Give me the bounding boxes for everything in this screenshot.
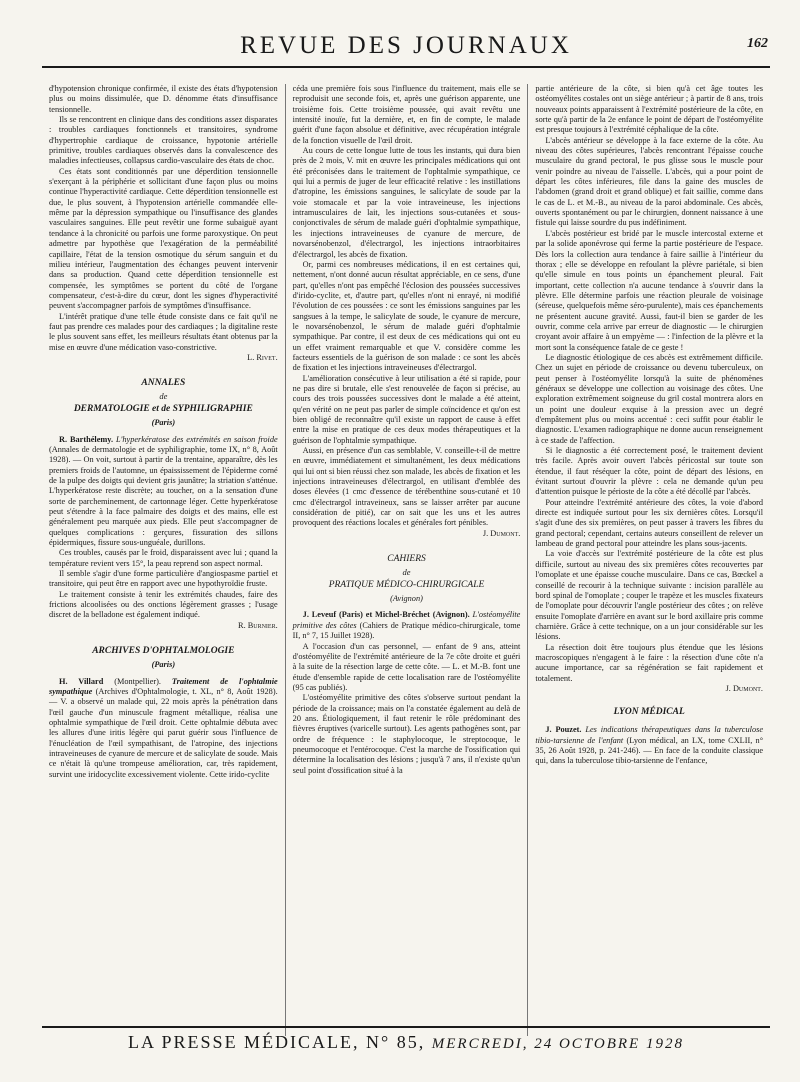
paragraph: L'intérêt pratique d'une telle étude consiste dans ce fait qu'il ne faut pas prendre ces malades pour des cardiaques ; la digitaline reste le plus souvent sans effet, les meilleurs résultats étant obtenus par la mise en œuvre d'une médication vaso-constrictive.	[49, 311, 278, 352]
paragraph: Ces troubles, causés par le froid, disparaissent avec lui ; quand la température revient vers 15°, la peau reprend son aspect normal.	[49, 548, 278, 568]
signature: R. Burnier.	[238, 620, 278, 630]
page-header	[42, 30, 770, 68]
article-pouzet	[535, 725, 763, 766]
column-3	[527, 84, 770, 1036]
section-heading-lyon	[535, 706, 763, 719]
section-connector: de	[402, 567, 411, 578]
section-heading-archives	[49, 645, 278, 658]
paragraph: Pour atteindre l'extrémité antérieure des côtes, la voie d'abord directe est indiquée surtout pour les six dernières côtes. Lorsqu'il s'agit d'une des six premières, on peut passer à travers les fibres du grand pectoral; cependant, certains auteurs conseillent de relever un lambeau de grand pectoral pour atteindre les plans sous-jacents.	[535, 497, 764, 549]
footer-journal: LA PRESSE MÉDICALE, N° 85,	[128, 1032, 426, 1052]
paragraph: L'abcès postérieur est bridé par le muscle intercostal externe et par la solide aponévrose qui ferme la partie postérieure de l'espace. Dès lors la collection aura tendance à faire saillie à l'intérieur du thorax ; elle se développe en refoulant la plèvre pariétale, si bien qu'elle simule en tous points un épanchement pleural. Fait important, cette collection n'a aucune tendance à s'ouvrir dans la plèvre. Elle détermine parfois une réaction pleurale de voisinage (séreuse, quelquefois même séro-purulente), mais ces épanchements ne présentent aucune gravité. Aussi, faut-il bien se garder de les ouvrir, comme cela arrive par erreur de diagnostic — le chirurgien croyant avoir affaire à un empyème — : l'infection de la plèvre et la mort sont la conséquence fatale de ce geste !	[535, 228, 764, 352]
paragraph: Il semble s'agir d'une forme particulière d'angiospasme partiel et transitoire, qui peut être en rapport avec une hypothyroïdie fruste.	[49, 569, 278, 589]
section-heading-cahiers	[293, 553, 521, 592]
article-body: (Lyon médical, an LX, tome CXLII, n° 35, 26 Août 1928, p. 241-246). — En face de la conduite classique qui, dans la tuberculose tibio-tarsienne de l'enfance,	[535, 735, 764, 766]
paragraph: La résection doit être toujours plus étendue que les lésions macroscopiques n'engagent à le faire : la résection d'une côte n'a aucune importance, car sa régénération se fait rapidement et totalement.	[535, 642, 764, 683]
paragraph: Ces états sont conditionnés par une déperdition tensionnelle s'exerçant à la périphérie et sollicitant d'une façon plus ou moins continue l'hyperactivité cardiaque. Cette déperdition tensionnelle est due, le plus souvent, à l'hypotension artérielle commandée elle-même par la dépression sympathique ou l'insuffisance des glandes vasculaires sanguines. Elle peut revêtir une forme subaiguë ayant tendance à la chronicité ou parfois une forme paroxystique. On peut admettre par hypothèse que l'exagération de la perméabilité capillaire, l'état de la tension osmotique du sérum sanguin et du milieu intérieur, l'augmentation des échanges peuvent intervenir dans sa production. Quand cette déperdition tensionnelle est compensée, les symptômes se portent du côté de l'organe compensateur, c'est-à-dire du cœur, dont les signes d'hyperactivité peuvent s'accompagner parfois de symptômes d'insuffisance.	[49, 166, 278, 311]
paragraph: Au cours de cette longue lutte de tous les instants, qui dura bien près de 2 mois, V. mit en œuvre les principales médications qui ont été préconisées dans le traitement de l'ophtalmie sympathique, ce qui lui a permis de juger de leur efficacité relative : les instillations d'atropine, les émissions sanguines, le salicylate de soude par la voie stomacale et par la voie intraveineuse, les injections intramusculaires de lait, les injections sous-cutanées et sous-conjonctivales de sérum de malade guéri d'ophtalmie sympathique, les injections intraveineuses de cyanure de mercure, de novarsénobenzol, d'électrargol, les injections intraorbitaires d'électrargol, les abcès de fixation.	[292, 146, 521, 259]
paragraph: Le diagnostic étiologique de ces abcès est extrêmement difficile. Chez un sujet en période de croissance ou devenu tuberculeux, on peut penser à l'ostéomyélite lorsqu'à la suite de phénomènes généraux se développe une collection au voisinage des côtes. Une exploration extrêmement soigneuse du gril costal montrera alors en un point une douleur exquise à la pression avec un degré d'empâtement plus ou moins accentué : ceci suffit pour établir le diagnostic. L'examen radiographique ne donne aucun renseignement à ce stade de l'affection.	[535, 352, 764, 445]
article-title: Les indications thérapeutiques dans la tuberculose tibio-tarsienne de l'enfant	[535, 725, 764, 745]
running-title: REVUE DES JOURNAUX	[240, 32, 572, 59]
signature: L. Rivet.	[247, 352, 278, 362]
article-body: (Cahiers de Pratique médico-chirurgicale, tome II, n° 7, 15 Juillet 1928).	[292, 620, 521, 641]
section-place: (Paris)	[151, 660, 176, 670]
text-columns	[42, 84, 770, 1036]
signature: J. Dumont.	[725, 683, 764, 693]
section-place: (Avignon)	[390, 594, 423, 604]
section-title: ANNALES	[141, 378, 186, 389]
column-2	[285, 84, 528, 1036]
article-leveuf	[293, 610, 521, 641]
footer-date: MERCREDI, 24 OCTOBRE 1928	[431, 1036, 684, 1052]
section-connector: de	[159, 391, 168, 402]
article-barthelemy	[49, 435, 278, 549]
page-number: 162	[747, 36, 768, 51]
article-author: J. Leveuf (Paris) et Michel-Bréchet (Avignon).	[302, 610, 470, 620]
section-subtitle: DERMATOLOGIE et de SYPHILIGRAPHIE	[73, 404, 253, 415]
signature: J. Dumont.	[482, 528, 521, 538]
paragraph: Si le diagnostic a été correctement posé, le traitement devient très facile. Après avoir ouvert l'abcès péricostal sur toute son étendue, il faut réséquer la côte, point de départ des lésions, en évitant surtout d'ouvrir la plèvre : cela ne demande qu'un peu d'attention puisque le périoste de la côte a été décollé par l'abcès.	[535, 446, 764, 497]
paragraph: Le traitement consiste à tenir les extrémités chaudes, faire des frictions alcoolisées ou des onctions légèrement grasses ; l'usage discret de la belladone est également indiqué.	[49, 589, 278, 620]
paragraph: Aussi, en présence d'un cas semblable, V. conseille-t-il de mettre en œuvre, immédiatement et simultanément, les deux médications qui lui ont si bien réussi chez son malade, les abcès de fixation et les injections intraveineuses d'électrargol, en utilisant d'emblée des doses élevées (1 cmc d'essence de térébenthine sous-cutané et 10 cmc d'électrargol intraveineux, sans se laisser arrêter par aucune considération de pitié), car on sait que les uns et les autres provoquent des réactions locales et générales fort pénibles.	[292, 446, 521, 528]
paragraph: L'abcès antérieur se développe à la face externe de la côte. Au niveau des côtes supérieures, l'abcès rencontrant l'épaisse couche musculaire du grand pectoral, le pus glisse sous le muscle pour venir poindre au niveau de l'aisselle. L'abcès, qui a pour point de départ les côtes inférieures, file dans la gaine des muscles de l'abdomen (grand droit et grand oblique) et fait saillie, comme dans le cas de L. et M.-B., au niveau de la paroi abdominale. Ces abcès, ouverts spontanément ou par le chirurgien, donnent naissance à une fistule qui laisse sourdre du pus indéfiniment.	[535, 135, 764, 228]
paragraph: Ils se rencontrent en clinique dans des conditions assez disparates : troubles cardiaques fonctionnels et transitoires, syndrome d'hypertrophie cardiaque de croissance, hypotonie artérielle primitive, troubles cardiaques observés dans la convalescence des maladies infectieuses, collapsus cardio-vasculaire des états de choc.	[49, 115, 278, 166]
section-title: CAHIERS	[387, 554, 426, 565]
article-author: H. Villard	[59, 676, 104, 686]
section-title: LYON MÉDICAL	[613, 707, 685, 718]
article-location: (Montpellier).	[114, 676, 161, 686]
section-subtitle: PRATIQUE MÉDICO-CHIRURGICALE	[328, 580, 485, 591]
paragraph: partie antérieure de la côte, si bien qu'à cet âge toutes les ostéomyélites costales ont un siège antérieur ; à partir de 8 ans, trois nouveaux points apparaissent à l'extrémité postérieure de la côte, en sorte qu'à partir de la 2e enfance le point de départ de l'ostéomyélite est presque toujours à l'extrémité céphalique de la côte.	[535, 84, 764, 135]
paragraph: L'ostéomyélite primitive des côtes s'observe surtout pendant la période de la croissance; mais on l'a constatée également au delà de 20 ans. Étiologiquement, il faut retenir le rôle prédominant des fièvres éruptives (varicelle surtout). Les agents pathogènes sont, par ordre de fréquence : le staphylocoque, le streptocoque, le pneumocoque et l'entérocoque. C'est la marche de l'ossification qui détermine la localisation des lésions ; jusqu'à 7 ans, il n'existe qu'un seul point d'ossification situé à la	[292, 693, 521, 775]
article-author: J. Pouzet.	[545, 725, 582, 735]
article-body: (Archives d'Ophtalmologie, t. XL, n° 8, Août 1928). — V. a observé un malade qui, 22 mois après la pénétration dans l'œil gauche d'un minuscule fragment métallique, réalisa une ophtalmie sympathique de l'œil droit. Cette ophtalmie débuta avec les allures d'une iritis légère qui parut guérir sous l'influence de l'énucléation de l'œil sympathisant, de l'atropine, des injections intraveineuses de cyanure de mercure et de salicylate de soude. Mais ce n'était là qu'une trompeuse amélioration, car, très rapidement, survint une iridocyclite excessivement violente. Cette irido-cyclite	[49, 686, 278, 779]
article-title: L'ostéomyélite primitive des côtes	[292, 610, 521, 630]
article-title: Traitement de l'ophtalmie sympathique	[49, 676, 278, 696]
paragraph: céda une première fois sous l'influence du traitement, mais elle se reproduisit une seconde fois, et, après une guérison apparente, une troisième fois. Cette troisième poussée, qui avait revêtu une intensité inouïe, fut la dernière, et, en fin de compte, le malade guérit d'une façon absolue et définitive, avec récupération intégrale de la fonction visuelle de l'œil droit.	[292, 84, 521, 145]
article-author: R. Barthélemy.	[59, 434, 114, 444]
article-title: L'hyperkératose des extrémités en saison froide	[116, 434, 278, 444]
article-villard	[49, 677, 278, 780]
page-footer	[42, 1026, 770, 1058]
paragraph: A l'occasion d'un cas personnel, — enfant de 9 ans, atteint d'ostéomyélite de l'extrémité antérieure de la 7e côte droite et guéri à la suite de la résection large de cette côte. — L. et M.-B. font une étude d'ensemble rapide de cette localisation rare de l'ostéomyélite (95 cas publiés).	[292, 641, 521, 692]
column-1	[42, 84, 285, 1036]
article-body: (Annales de dermatologie et de syphiligraphie, tome IX, n° 8, Août 1928). — On voit, surtout à partir de la trentaine, apparaître, dès les premiers froids de l'automne, un épaississement de l'épiderme corné de la pulpe des doigts qui devient gris jaunâtre; la striation s'atténue. L'hyperkératose reste discrète; au toucher, on a la sensation d'une sorte de parcheminement, de cartonnage léger. Cette hyperkératose peut s'étendre à la face palmaire des doigts et des mains, elle est généralement peu marquée aux pieds. Elle peut s'accompagner de quelques complications : gerçures, fissuration des sillons épidermiques, fissure sous-unguéale, durillons.	[49, 444, 278, 548]
paragraph: Or, parmi ces nombreuses médications, il en est certaines qui, nettement, n'ont donné aucun résultat appréciable, en ce sens, d'une part, qu'elles n'ont pas empêché l'éclosion des poussées successives d'irido-cyclite, et, d'autre part, qu'elles n'ont ni enrayé, ni modifié l'évolution de ces poussées : ce sont les émissions sanguines par les sangsues à la tempe, le salicylate de soude, le cyanure de mercure, le novarsénobenzol, le sérum de malade guéri d'ophtalmie sympathique. Par contre, il est deux de ces médications qui ont eu un effet vraiment remarquable et que V. considère comme les facteurs essentiels de la guérison de son malade : ce sont les abcès de fixation et les injections intraveineuses d'électrargol.	[292, 259, 521, 373]
section-heading-annales	[49, 377, 278, 416]
section-place: (Paris)	[151, 418, 176, 428]
paragraph: d'hypotension chronique confirmée, il existe des états d'hypotension plus ou moins dissimulée, que D. dénomme états d'insuffisance tensionnelle.	[49, 84, 278, 114]
paragraph: La voie d'accès sur l'extrémité postérieure de la côte est plus difficile, surtout au niveau des six premières côtes recouvertes par l'omoplate et une épaisse couche musculaire. Dans ce cas, Bœckel a conseillé de recourir à la technique suivante : incision parallèle au bord spinal de l'omoplate ; couper le trapèze et les muscles fixateurs de l'omoplate pour découvrir l'angle postérieur des côtes ; on relève ensuite l'omoplate d'arrière en avant sur le bord axillaire pris comme charnière. Grâce à cette technique, on a un jour considérable sur les lésions.	[535, 549, 764, 642]
paragraph: L'amélioration consécutive à leur utilisation a été si rapide, pour ne pas dire si brutale, elle s'est renouvelée de façon si précise, au cours des trois poussées successives dont le malade a été atteint, qu'en vérité on ne peut pas parler de simple coïncidence et qu'on est bien obligé de reconnaître qu'il existe un rapport de cause à effet entre la mise en pratique de ces deux modes thérapeutiques et la guérison de l'ophtalmie sympathique.	[292, 373, 521, 445]
section-title: ARCHIVES D'OPHTALMOLOGIE	[92, 646, 235, 657]
